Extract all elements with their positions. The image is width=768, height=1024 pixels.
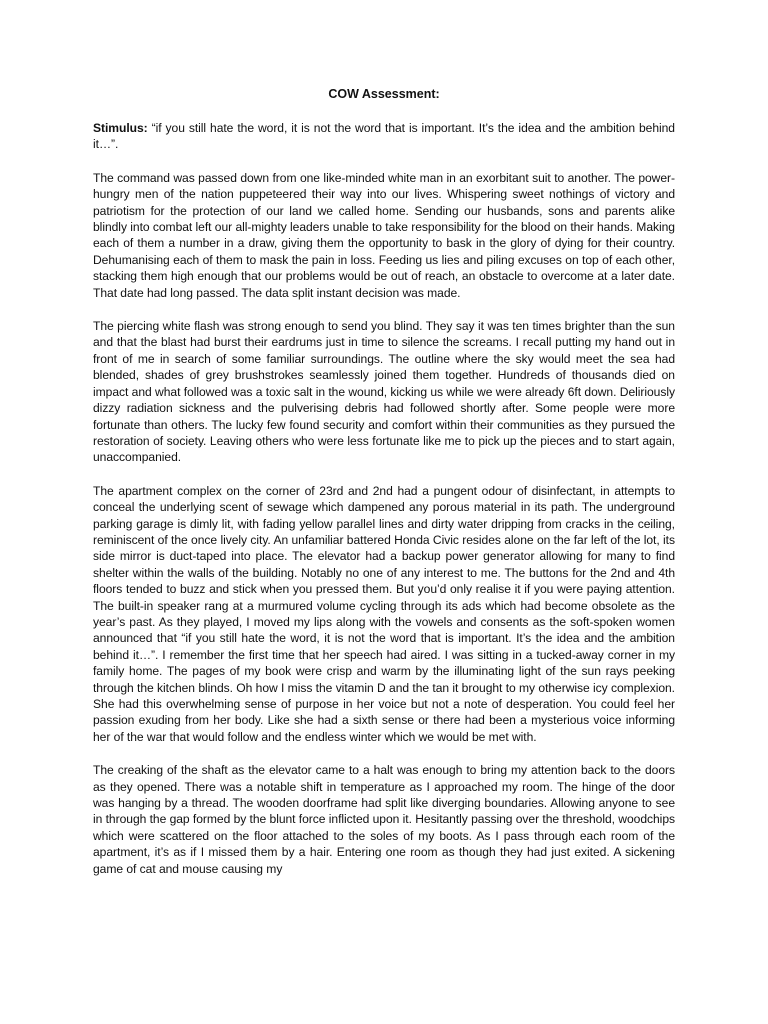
- body-paragraph-3: The apartment complex on the corner of 23rd and 2nd had a pungent odour of disinfectant, in attempts to conceal the underlying scent of sewage which dampened any porous material in its path. The underground parking garage is dimly lit, with fading yellow parallel lines and dirty water dripping from cracks in the ceiling, reminiscent of the once lively city. An unfamiliar battered Honda Civic resides alone on the far left of the lot, its side mirror is duct-taped into place. The elevator had a backup power generator allowing for many to find shelter within the walls of the building. Notably no one of any interest to me. The buttons for the 2nd and 4th floors tended to buzz and stick when you pressed them. But you’d only realise it if you were paying attention. The built-in speaker rang at a murmured volume cycling through its ads which had become obsolete as the year’s past. As they played, I moved my lips along with the vowels and consents as the soft-spoken women announced that “if you still hate the word, it is not the word that is important. It’s the idea and the ambition behind it…”. I remember the first time that her speech had aired. I was sitting in a tucked-away corner in my family home. The pages of my book were crisp and warm by the illuminating light of the sun rays peeking through the kitchen blinds. Oh how I miss the vitamin D and the tan it brought to my otherwise icy complexion. She had this overwhelming sense of purpose in her voice but not a note of desperation. You could feel her passion exuding from her body. Like she had a sixth sense or there had been a mysterious voice informing her of the war that would follow and the endless winter which we would be met with.: [93, 483, 675, 744]
- stimulus-paragraph: [93, 120, 675, 153]
- document-title: COW Assessment:: [328, 87, 440, 101]
- document-page: [93, 86, 675, 894]
- body-paragraph-1: The command was passed down from one like-minded white man in an exorbitant suit to another. The power-hungry men of the nation puppeteered their way into our lives. Whispering sweet nothings of victory and patriotism for the protection of our land we called home. Sending our husbands, sons and parents alike blindly into combat left our all-mighty leaders unable to take responsibility for the blood on their hands. Making each of them a number in a draw, giving them the opportunity to bask in the glory of dying for their country. Dehumanising each of them to mask the pain in loss. Feeding us lies and piling excuses on top of each other, stacking them high enough that our problems would be out of reach, an obstacle to overcome at a later date. That date had long passed. The data split instant decision was made.: [93, 170, 675, 300]
- body-paragraph-4: The creaking of the shaft as the elevator came to a halt was enough to bring my attention back to the doors as they opened. There was a notable shift in temperature as I approached my room. The hinge of the door was hanging by a thread. The wooden doorframe had split like diverging boundaries. Allowing anyone to see in through the gap formed by the blunt force inflicted upon it. Hesitantly passing over the threshold, woodchips which were scattered on the floor attached to the soles of my boots. As I pass through each room of the apartment, it’s as if I missed them by a hair. Entering one room as though they had just exited. A sickening game of cat and mouse causing my: [93, 763, 675, 876]
- stimulus-label: Stimulus:: [93, 121, 148, 135]
- stimulus-text: “if you still hate the word, it is not the word that is important. It’s the idea and the ambition behind it…”.: [93, 121, 675, 152]
- body-paragraph-2: The piercing white flash was strong enough to send you blind. They say it was ten times brighter than the sun and that the blast had burst their eardrums just in time to silence the screams. I recall putting my hand out in front of me in search of some familiar surroundings. The outline where the sky would meet the sea had blended, shades of grey brushstrokes seamlessly joined them together. Hundreds of thousands died on impact and what followed was a toxic salt in the wound, kicking us while we were already 6ft down. Deliriously dizzy radiation sickness and the pulverising debris had followed shortly after. Some people were more fortunate than others. The lucky few found security and comfort within their communities as they pursued the restoration of society. Leaving others who were less fortunate like me to pick up the pieces and to start again, unaccompanied.: [93, 319, 675, 465]
